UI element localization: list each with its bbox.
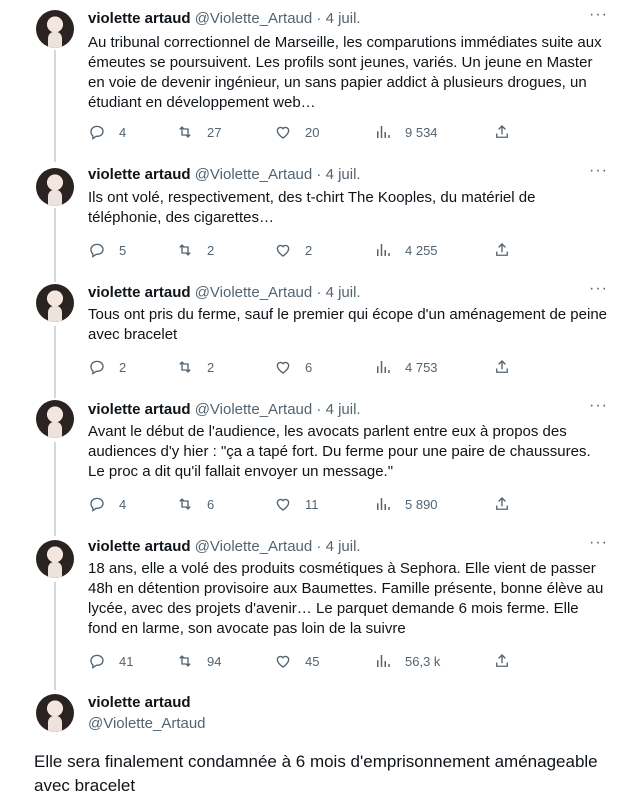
retweet-button[interactable]	[176, 357, 214, 377]
tweet-text: 18 ans, elle a volé des produits cosmétiques à Sephora. Elle vient de passer 48h en détention provisoire aux Baumettes. Famille présente, bonne élève au lycée, avec des projets d'avenir… Le parquet demande 6 mois ferme. Elle fond en larme, son avocate pas loin de la suivre	[88, 560, 604, 637]
retweet-button[interactable]	[176, 651, 221, 671]
author-name[interactable]: violette artaud	[88, 538, 191, 555]
views-button[interactable]	[374, 357, 438, 377]
retweet-button[interactable]	[176, 494, 214, 514]
views-button[interactable]	[374, 240, 438, 260]
share-button[interactable]	[493, 651, 524, 671]
author-handle[interactable]: @Violette_Artaud	[194, 284, 313, 301]
views-icon	[374, 495, 392, 513]
author-handle[interactable]: @Violette_Artaud	[194, 166, 313, 183]
heart-icon	[274, 123, 292, 141]
like-count: 2	[305, 242, 313, 258]
reply-icon	[88, 652, 106, 670]
tweet-text: Tous ont pris du ferme, sauf le premier qui écope d'un aménagement de peine avec bracelet	[88, 306, 608, 343]
views-count: 5 890	[405, 496, 438, 512]
avatar[interactable]	[36, 168, 74, 206]
tweet-actions	[88, 357, 528, 377]
tweet-header	[88, 284, 361, 301]
heart-icon	[274, 652, 292, 670]
avatar[interactable]	[36, 10, 74, 48]
reply-count: 2	[119, 359, 127, 375]
views-icon	[374, 241, 392, 259]
author-name[interactable]: violette artaud	[88, 694, 191, 711]
like-count: 20	[305, 124, 320, 140]
tweet[interactable]	[0, 536, 639, 688]
reply-button[interactable]	[88, 240, 126, 260]
like-count: 45	[305, 653, 320, 669]
like-button[interactable]	[274, 240, 312, 260]
tweet-header	[88, 166, 361, 183]
reply-button[interactable]	[88, 122, 126, 142]
retweet-icon	[176, 241, 194, 259]
like-count: 6	[305, 359, 313, 375]
retweet-icon	[176, 652, 194, 670]
retweet-count: 2	[207, 359, 215, 375]
reply-count: 4	[119, 124, 127, 140]
like-button[interactable]	[274, 494, 319, 514]
retweet-button[interactable]	[176, 122, 221, 142]
tweet[interactable]	[0, 160, 639, 280]
like-button[interactable]	[274, 651, 319, 671]
avatar[interactable]	[36, 694, 74, 732]
reply-count: 5	[119, 242, 127, 258]
avatar[interactable]	[36, 400, 74, 438]
tweet-text: Ils ont volé, respectivement, des t-chirt The Kooples, du matériel de téléphonie, des cigarettes…	[88, 189, 536, 226]
tweet-text: Avant le début de l'audience, les avocats parlent entre eux à propos des audiences d'y hier : "ça a tapé fort. Du ferme pour une paire de chaussures. Le proc a dit qu'il fallait envoyer un message."	[88, 423, 591, 480]
views-count: 4 753	[405, 359, 438, 375]
tweet[interactable]	[0, 0, 639, 160]
reply-icon	[88, 495, 106, 513]
tweet-actions	[88, 651, 528, 671]
views-count: 56,3 k	[405, 653, 441, 669]
heart-icon	[274, 241, 292, 259]
tweet-date[interactable]: · 4 juil.	[316, 166, 361, 183]
avatar[interactable]	[36, 284, 74, 322]
views-button[interactable]	[374, 494, 438, 514]
views-icon	[374, 358, 392, 376]
views-icon	[374, 652, 392, 670]
tweet-actions	[88, 122, 528, 142]
tweet-header	[88, 694, 206, 732]
share-button[interactable]	[493, 122, 524, 142]
views-count: 9 534	[405, 124, 438, 140]
share-icon	[493, 652, 511, 670]
reply-button[interactable]	[88, 494, 126, 514]
retweet-icon	[176, 123, 194, 141]
reply-icon	[88, 123, 106, 141]
retweet-button[interactable]	[176, 240, 214, 260]
share-icon	[493, 123, 511, 141]
reply-count: 41	[119, 653, 134, 669]
avatar[interactable]	[36, 540, 74, 578]
reply-icon	[88, 358, 106, 376]
tweet-header	[88, 538, 361, 555]
heart-icon	[274, 358, 292, 376]
share-icon	[493, 358, 511, 376]
reply-button[interactable]	[88, 651, 133, 671]
author-handle[interactable]: @Violette_Artaud	[194, 538, 313, 555]
retweet-count: 6	[207, 496, 215, 512]
views-button[interactable]	[374, 651, 440, 671]
more-icon[interactable]: ···	[589, 6, 608, 23]
tweet-actions	[88, 494, 528, 514]
retweet-count: 94	[207, 653, 222, 669]
reply-button[interactable]	[88, 357, 126, 377]
retweet-count: 27	[207, 124, 222, 140]
author-name[interactable]: violette artaud	[88, 10, 191, 27]
author-handle[interactable]: @Violette_Artaud	[194, 10, 313, 27]
share-button[interactable]	[493, 494, 524, 514]
share-icon	[493, 241, 511, 259]
tweet[interactable]	[0, 280, 639, 396]
more-icon[interactable]: ···	[589, 534, 608, 551]
author-name[interactable]: violette artaud	[88, 284, 191, 301]
tweet-date[interactable]: · 4 juil.	[316, 401, 361, 418]
like-count: 11	[305, 496, 319, 512]
retweet-icon	[176, 358, 194, 376]
author-handle[interactable]: @Violette_Artaud	[194, 401, 313, 418]
views-icon	[374, 123, 392, 141]
views-button[interactable]	[374, 122, 438, 142]
tweet-actions	[88, 240, 528, 260]
like-button[interactable]	[274, 357, 312, 377]
author-handle[interactable]: @Violette_Artaud	[88, 715, 206, 732]
tweet-date[interactable]: · 4 juil.	[316, 10, 361, 27]
views-count: 4 255	[405, 242, 438, 258]
heart-icon	[274, 495, 292, 513]
author-name[interactable]: violette artaud	[88, 166, 191, 183]
share-icon	[493, 495, 511, 513]
share-button[interactable]	[493, 357, 524, 377]
tweet-header	[88, 401, 361, 418]
more-icon[interactable]: ···	[589, 162, 608, 179]
tweet-text: Elle sera finalement condamnée à 6 mois d'emprisonnement aménageable avec bracelet	[34, 752, 598, 795]
like-button[interactable]	[274, 122, 319, 142]
focused-tweet[interactable]	[0, 688, 639, 803]
tweet-date[interactable]: · 4 juil.	[316, 538, 361, 555]
tweet-date[interactable]: · 4 juil.	[316, 284, 361, 301]
more-icon[interactable]: ···	[589, 397, 608, 414]
tweet-text: Au tribunal correctionnel de Marseille, les comparutions immédiates suite aux émeutes se poursuivent. Les profils sont jeunes, variés. Un jeune en Master en voie de devenir ingénieur, un sans papier addict à plusieurs drogues, un étudiant en développement web…	[88, 34, 602, 111]
retweet-count: 2	[207, 242, 215, 258]
share-button[interactable]	[493, 240, 524, 260]
reply-count: 4	[119, 496, 127, 512]
reply-icon	[88, 241, 106, 259]
more-icon[interactable]: ···	[589, 280, 608, 297]
retweet-icon	[176, 495, 194, 513]
tweet-header	[88, 10, 361, 27]
author-name[interactable]: violette artaud	[88, 401, 191, 418]
tweet[interactable]	[0, 396, 639, 536]
